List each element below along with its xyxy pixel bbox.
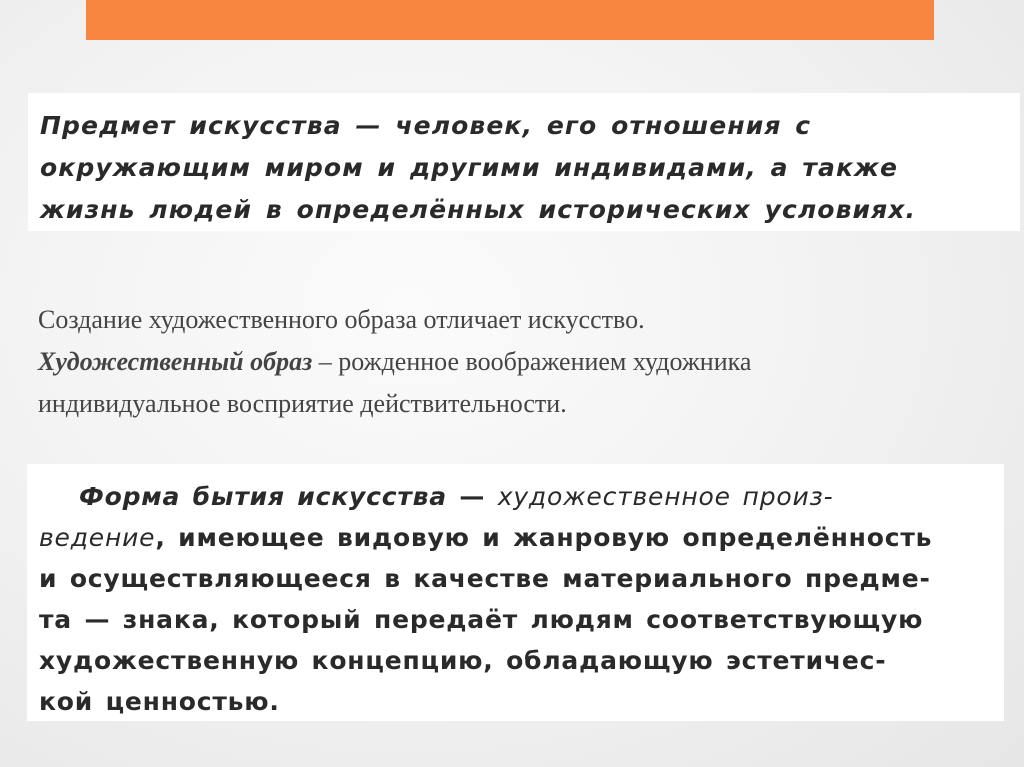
definition-form-of-art xyxy=(27,464,1004,721)
definition-line-6: кой ценностью. xyxy=(39,687,280,716)
definition-text-italic: ведение xyxy=(39,523,156,552)
definition-line-4: та — знака, который передаёт людям соответствующую xyxy=(39,605,924,634)
dash: — xyxy=(341,111,396,140)
definition-line-3: жизнь людей в определённых исторических условиях. xyxy=(40,195,917,224)
definition-line-2: окружающим миром и другими индивидами, а также xyxy=(40,153,899,182)
term-form-of-art: Форма бытия искусства xyxy=(79,482,447,511)
artistic-image-paragraph xyxy=(38,299,998,425)
definition-text: , имеющее видовую и жанровую определённость xyxy=(155,523,933,552)
definition-line-1 xyxy=(40,105,1012,147)
dash: — xyxy=(446,482,498,511)
paragraph-line-2 xyxy=(38,341,998,383)
term-subject-of-art: Предмет искусства xyxy=(40,111,342,140)
definition-text: художественное произ- xyxy=(497,482,834,511)
paragraph-line-3: индивидуальное восприятие действительности. xyxy=(38,389,567,418)
paragraph-line-1: Создание художественного образа отличает искусство. xyxy=(38,305,645,334)
definition-line-5: художественную концепцию, обладающую эстетичес- xyxy=(39,646,887,675)
definition-line-1 xyxy=(79,476,994,517)
definition-text: человек, его отношения с xyxy=(395,111,812,140)
definition-line-2 xyxy=(39,517,994,558)
accent-bar xyxy=(86,0,934,40)
term-artistic-image: Художественный образ xyxy=(38,347,313,376)
paragraph-text: – рожденное воображением художника xyxy=(312,347,752,376)
definition-line-3: и осуществляющееся в качестве материального предме- xyxy=(39,564,931,593)
definition-subject-of-art xyxy=(28,93,1020,231)
